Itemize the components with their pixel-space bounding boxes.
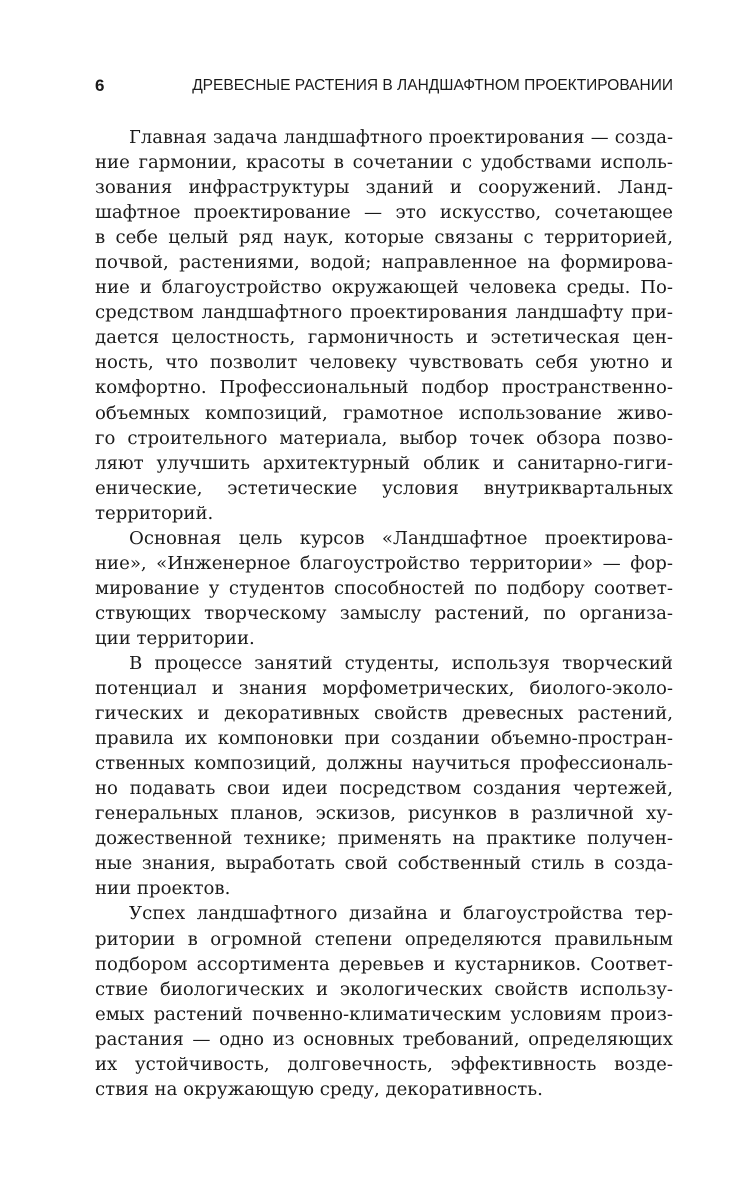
text-line: но подавать свои идеи посредством создания чертежей, [95, 778, 673, 800]
text-line: ственных композиций, должны научиться профессиональ- [95, 753, 673, 775]
text-line: ние и благоустройство окружающей человека среды. По- [95, 277, 673, 299]
text-line: Главная задача ландшафтного проектирования — созда- [129, 127, 673, 148]
text-line: комфортно. Профессиональный подбор пространственно- [95, 377, 673, 399]
text-line: ствия на окружающую среду, декоративность. [95, 1078, 543, 1100]
text-line: ствующих творческому замыслу растений, по организа- [95, 602, 673, 624]
paragraph [95, 125, 673, 526]
text-line: ции территории. [95, 627, 255, 649]
text-line: генеральных планов, эскизов, рисунков в различной ху- [95, 803, 673, 825]
text-line: территорий. [95, 502, 214, 524]
text-line: растания — одно из основных требований, определяющих [95, 1028, 673, 1050]
running-header [95, 72, 673, 100]
page-number: 6 [95, 76, 105, 95]
text-line: ность, что позволит человеку чувствовать себя уютно и [95, 352, 673, 374]
text-line: ние», «Инженерное благоустройство территории» — фор- [95, 552, 673, 574]
text-line: мирование у студентов способностей по подбору соответ- [95, 577, 673, 599]
text-line: енические, эстетические условия внутриквартальных [95, 477, 673, 499]
text-line: в себе целый ряд наук, которые связаны с территорией, [95, 227, 673, 249]
text-line: гических и декоративных свойств древесных растений, [95, 703, 673, 725]
paragraph [95, 526, 673, 651]
text-line: ствие биологических и экологических свойств использу- [95, 978, 673, 1000]
text-line: В процессе занятий студенты, используя творческий [129, 652, 673, 674]
paragraph [95, 651, 673, 901]
text-line: шафтное проектирование — это искусство, сочетающее [95, 202, 673, 224]
text-line: ние гармонии, красоты в сочетании с удобствами исполь- [95, 152, 673, 174]
body-text [95, 125, 673, 1102]
text-line: Основная цель курсов «Ландшафтное проектирова- [129, 527, 673, 549]
paragraph [95, 901, 673, 1101]
text-line: ритории в огромной степени определяются правильным [95, 928, 673, 950]
text-line: дается целостность, гармоничность и эстетическая цен- [95, 327, 673, 349]
text-line: потенциал и знания морфометрических, биолого-эколо- [95, 678, 673, 700]
text-line: го строительного материала, выбор точек обзора позво- [95, 427, 673, 449]
running-title: ДРЕВЕСНЫЕ РАСТЕНИЯ В ЛАНДШАФТНОМ ПРОЕКТИРОВАНИИ [192, 77, 673, 94]
text-line: их устойчивость, долговечность, эффективность возде- [95, 1053, 673, 1075]
text-line: емых растений почвенно-климатическим условиям произ- [95, 1003, 673, 1025]
text-line: Успех ландшафтного дизайна и благоустройства тер- [129, 903, 673, 925]
text-line: почвой, растениями, водой; направленное на формирова- [95, 252, 673, 274]
text-line: дожественной технике; применять на практике получен- [95, 828, 673, 850]
text-line: средством ландшафтного проектирования ландшафту при- [95, 302, 673, 324]
text-line: ляют улучшить архитектурный облик и санитарно-гиги- [95, 452, 673, 474]
text-line: ные знания, выработать свой собственный стиль в созда- [95, 853, 673, 875]
text-line: подбором ассортимента деревьев и кустарников. Соответ- [95, 953, 673, 975]
text-line: зования инфраструктуры зданий и сооружений. Ланд- [95, 177, 673, 199]
text-line: правила их компоновки при создании объемно-простран- [95, 728, 673, 750]
text-line: объемных композиций, грамотное использование живо- [95, 402, 673, 424]
text-line: нии проектов. [95, 878, 231, 900]
